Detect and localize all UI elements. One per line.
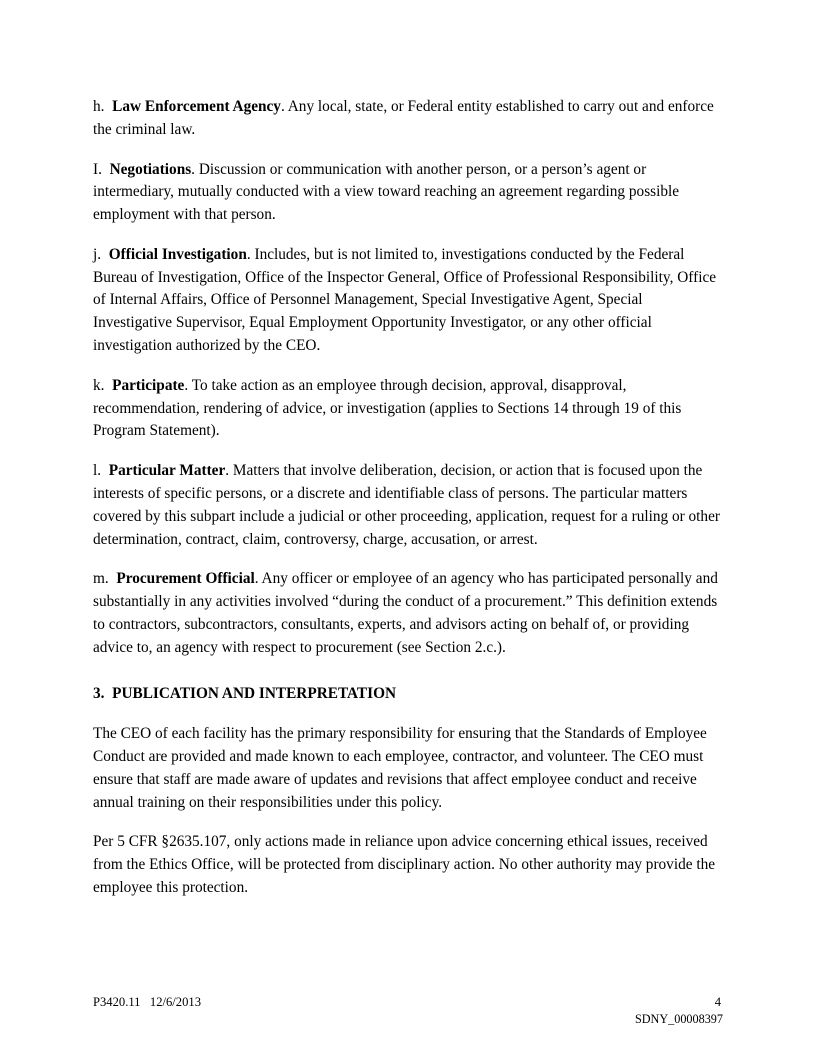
definition-term-j: Official Investigation [108, 245, 247, 263]
footer-bates-number: SDNY_00008397 [634, 1012, 723, 1026]
definition-text-i: . Discussion or communication with another person, or a person’s agent or intermediary, mutually conducted with a view toward reaching an agreement regarding possible employment with that person. [93, 160, 680, 224]
definition-text-j: . Includes, but is not limited to, investigations conducted by the Federal Bureau of Investigation, Office of the Inspector General, Office of Professional Responsibility, Office of Internal Affairs, Office of Personnel Management, Special Investigative Agent, Special Investigative Supervisor, Equal Employment Opportunity Investigator, or any other official investigation authorized by the CEO. [93, 245, 717, 355]
page-footer [93, 994, 723, 1026]
definition-paragraph-j [93, 244, 720, 358]
definition-paragraph-i [93, 159, 720, 227]
definition-text-k: . To take action as an employee through decision, approval, disapproval, recommendation, rendering of advice, or investigation (applies to Sections 14 through 19 of this Program Statement). [93, 376, 682, 440]
definition-term-i: Negotiations [109, 160, 192, 178]
definition-term-l: Particular Matter [108, 462, 226, 480]
definition-label-h: h. [93, 98, 105, 115]
definition-label-j: j. [93, 245, 102, 263]
section-number: 3. [93, 685, 105, 703]
definition-text-m: . Any officer or employee of an agency who has participated personally and substantially in any activities involved “during the conduct of a procurement.” This definition extends to contractors, subcontractors, consultants, experts, and advisors acting on behalf of, or providing advice to, an agency with respect to procurement (see Section 2.c.). [93, 570, 718, 656]
document-body [93, 96, 720, 900]
definition-paragraph-m [93, 568, 720, 659]
definition-label-m: m. [93, 570, 109, 588]
section-paragraph-2: Per 5 CFR §2635.107, only actions made in reliance upon advice concerning ethical issues, received from the Ethics Office, will be protected from disciplinary action. No other authority may provide the employee this protection. [93, 833, 716, 896]
footer-page-number: 4 [714, 995, 721, 1009]
section-paragraph-1: The CEO of each facility has the primary responsibility for ensuring that the Standards of Employee Conduct are provided and made known to each employee, contractor, and volunteer. The CEO must ensure that staff are made aware of updates and revisions that affect employee conduct and receive annual training on their responsibilities under this policy. [93, 725, 707, 811]
definition-paragraph-k [93, 375, 720, 443]
definition-label-k: k. [93, 376, 105, 394]
footer-row [93, 994, 723, 1026]
footer-document-id: P3420.11 12/6/2013 [93, 995, 201, 1009]
definition-term-m: Procurement Official [116, 570, 255, 588]
section-title: PUBLICATION AND INTERPRETATION [112, 685, 397, 703]
definition-label-l: l. [93, 462, 102, 480]
definition-paragraph-h [93, 96, 720, 142]
definition-paragraph-l [93, 460, 720, 551]
definition-text-h: . Any local, state, or Federal entity established to carry out and enforce the criminal law. [93, 98, 714, 138]
definition-text-l: . Matters that involve deliberation, decision, or action that is focused upon the interests of specific persons, or a discrete and identifiable class of persons. The particular matters covered by this subpart include a judicial or other proceeding, application, request for a ruling or other determination, contract, claim, controversy, charge, accusation, or arrest. [93, 462, 720, 548]
definition-term-k: Participate [112, 376, 185, 394]
definition-label-i: I. [93, 160, 102, 178]
section-heading [93, 683, 720, 706]
definition-term-h: Law Enforcement Agency [112, 98, 281, 115]
